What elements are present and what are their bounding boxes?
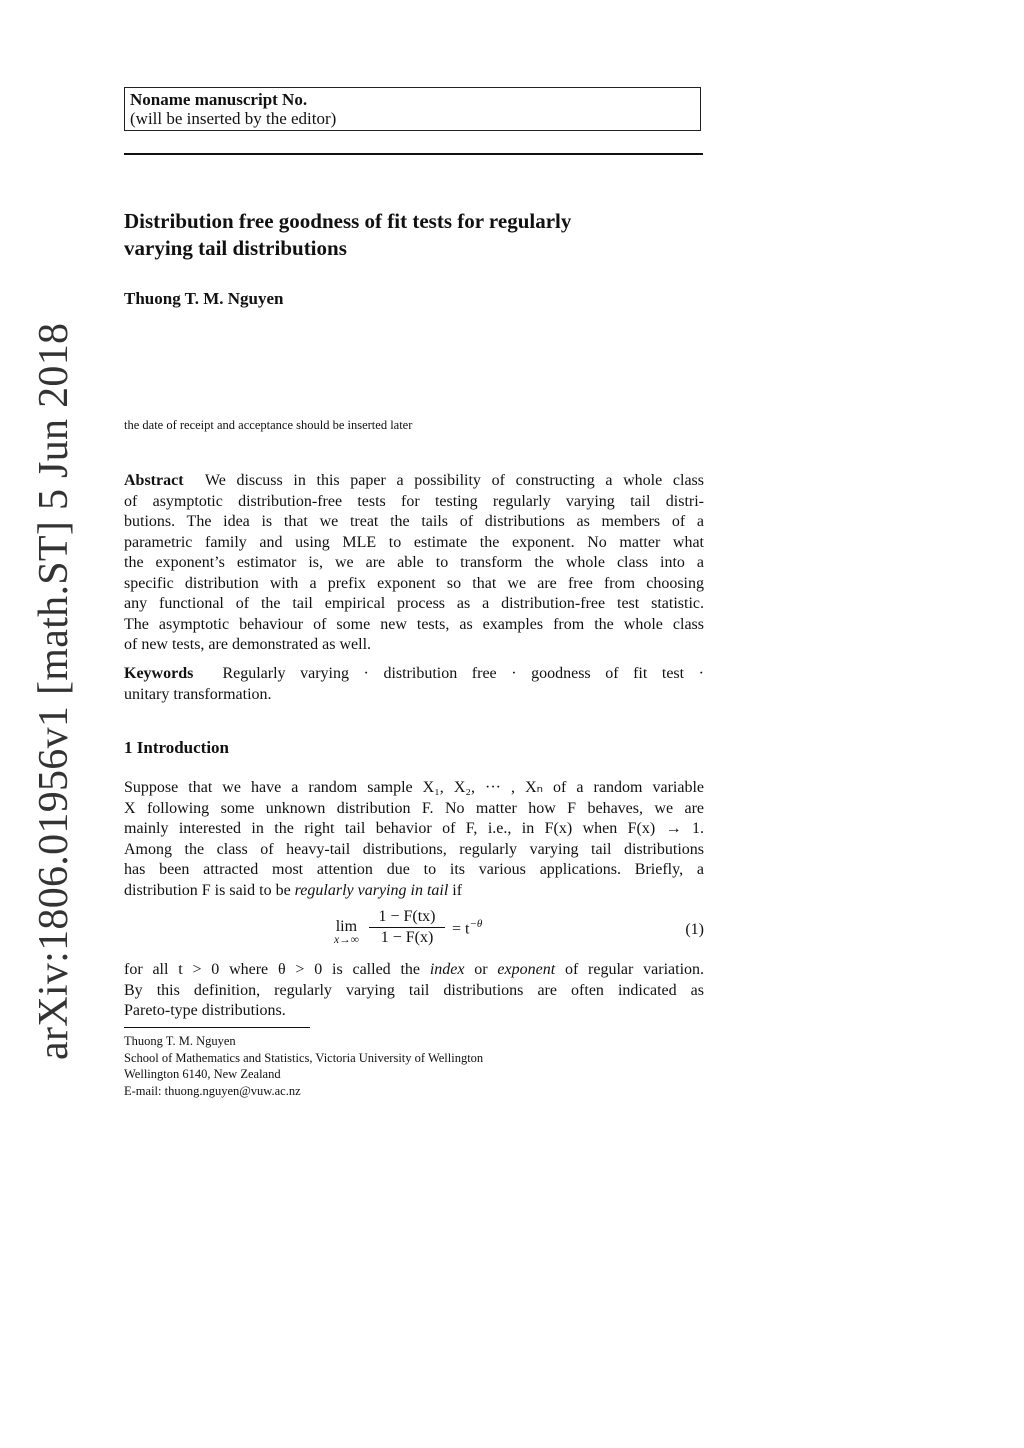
keywords-line: Regularly varying · distribution free · goodness of fit test · bbox=[222, 665, 704, 682]
equation-1 bbox=[124, 908, 704, 954]
editor-note: (will be inserted by the editor) bbox=[130, 109, 337, 128]
rhs-exponent: −θ bbox=[469, 918, 483, 930]
intro2-part: of regular variation. bbox=[564, 961, 705, 978]
abstract-label: Abstract bbox=[124, 472, 184, 489]
abstract-line: parametric family and using MLE to estimate the exponent. No matter what bbox=[124, 533, 704, 551]
intro2-line: By this definition, regularly varying tail distributions are often indicated as bbox=[124, 981, 704, 999]
keywords-label: Keywords bbox=[124, 665, 194, 682]
manuscript-number-label: Noname manuscript No. bbox=[130, 90, 308, 109]
abstract-line: of asymptotic distribution-free tests for testing regularly varying tail distri- bbox=[124, 492, 704, 510]
equation-limit bbox=[334, 918, 359, 946]
intro-line: Suppose that we have a random sample X₁, X₂, ··· , Xₙ of a random variable bbox=[124, 779, 704, 796]
paper-title bbox=[124, 208, 724, 262]
intro-line: mainly interested in the right tail behavior of F, i.e., in F(x) when F(x) → 1. bbox=[124, 820, 704, 837]
intro2-line bbox=[124, 960, 704, 981]
manuscript-box bbox=[124, 87, 701, 131]
abstract-line: specific distribution with a prefix exponent so that we are free from choosing bbox=[124, 574, 704, 592]
intro-line: X following some unknown distribution F. No matter how F behaves, we are bbox=[124, 799, 704, 817]
abstract-line: the exponent’s estimator is, we are able to transform the whole class into a bbox=[124, 554, 704, 571]
dates-note: the date of receipt and acceptance should be inserted later bbox=[124, 418, 413, 432]
emphasis-term: regularly varying in tail bbox=[294, 881, 449, 899]
header-rule bbox=[124, 153, 703, 155]
equation-rhs bbox=[452, 918, 482, 938]
emphasis-term: exponent bbox=[497, 961, 556, 978]
section-title: Introduction bbox=[136, 738, 230, 757]
intro-line: has been attracted most attention due to its various applications. Briefly, a bbox=[124, 861, 704, 878]
keywords bbox=[124, 664, 704, 705]
footnote-address: Wellington 6140, New Zealand bbox=[124, 1067, 281, 1081]
intro-paragraph bbox=[124, 778, 704, 901]
abstract-line: The asymptotic behaviour of some new tests, as examples from the whole class bbox=[124, 615, 704, 633]
equation-fraction bbox=[369, 908, 445, 947]
fraction-numerator: 1 − F(tx) bbox=[369, 908, 445, 928]
author-footnote bbox=[124, 1033, 483, 1099]
footnote-name: Thuong T. M. Nguyen bbox=[124, 1034, 236, 1048]
rhs-base: = t bbox=[452, 920, 470, 938]
title-line-2: varying tail distributions bbox=[124, 236, 347, 260]
abstract-line: any functional of the tail empirical process as a distribution-free test statistic. bbox=[124, 595, 704, 612]
intro-line-suffix: if bbox=[452, 881, 463, 899]
abstract bbox=[124, 471, 704, 656]
intro-line bbox=[124, 881, 704, 902]
fraction-denominator: 1 − F(x) bbox=[380, 929, 434, 946]
abstract-line: We discuss in this paper a possibility of constructing a whole class bbox=[204, 472, 705, 489]
title-line-1: Distribution free goodness of fit tests for regularly bbox=[124, 209, 572, 233]
intro2-part: for all t > 0 where θ > 0 is called the bbox=[124, 961, 421, 978]
footnote-affiliation: School of Mathematics and Statistics, Victoria University of Wellington bbox=[124, 1050, 484, 1065]
intro2-line: Pareto-type distributions. bbox=[124, 1002, 286, 1019]
footnote-email: E-mail: thuong.nguyen@vuw.ac.nz bbox=[124, 1083, 301, 1098]
emphasis-term: index bbox=[429, 961, 465, 978]
section-number: 1 bbox=[124, 738, 133, 757]
footnote-rule bbox=[124, 1027, 310, 1028]
keywords-line: unitary transformation. bbox=[124, 685, 272, 703]
author-name: Thuong T. M. Nguyen bbox=[124, 289, 284, 308]
equation-number: (1) bbox=[685, 921, 704, 938]
abstract-line: butions. The idea is that we treat the tails of distributions as members of a bbox=[124, 513, 704, 530]
intro-line-prefix: distribution F is said to be bbox=[124, 881, 291, 899]
abstract-line: of new tests, are demonstrated as well. bbox=[124, 636, 372, 653]
section-heading bbox=[124, 738, 229, 758]
limit-operator: lim bbox=[335, 918, 358, 935]
intro-line: Among the class of heavy-tail distributions, regularly varying tail distributions bbox=[124, 840, 704, 858]
limit-subscript: x→∞ bbox=[334, 934, 359, 946]
intro2-part: or bbox=[474, 961, 488, 978]
arxiv-identifier-stamp: arXiv:1806.01956v1 [math.ST] 5 Jun 2018 bbox=[31, 322, 77, 1060]
intro-paragraph-2 bbox=[124, 960, 704, 1022]
